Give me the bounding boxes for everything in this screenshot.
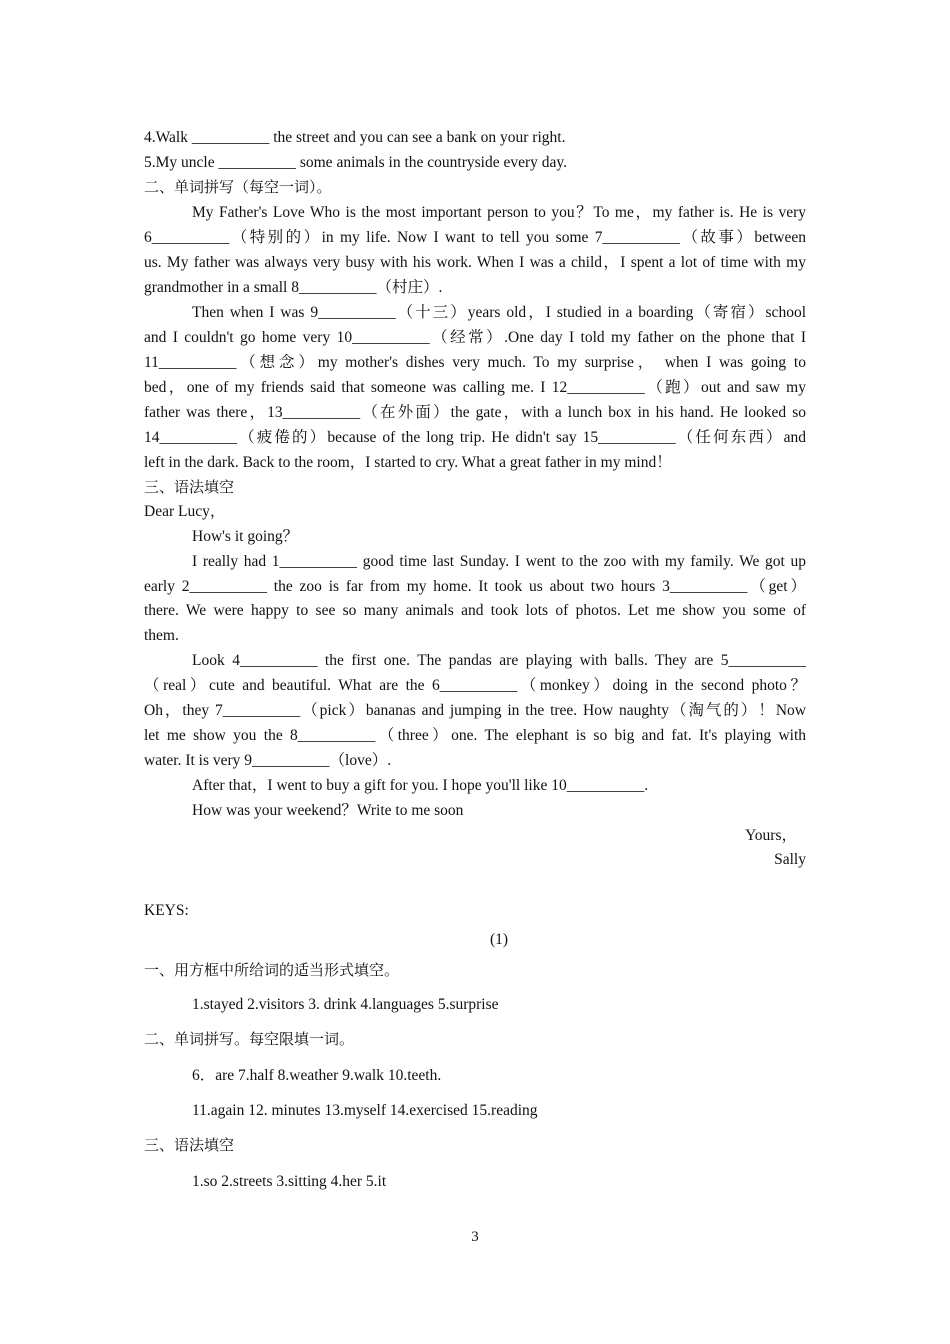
paragraph-line: us. My father was always very busy with his work. When I was a child，I spent a lot of time with my <box>144 254 806 271</box>
paragraph-line: Then when I was 9__________（十三）years old，I studied in a boarding（寄宿）school <box>192 304 806 321</box>
paragraph-line: water. It is very 9__________（love）. <box>144 752 392 769</box>
paragraph-line: 6__________（特别的）in my life. Now I want to tell you some 7__________（故事）between <box>144 229 806 246</box>
paragraph-line: grandmother in a small 8__________（村庄）. <box>144 279 443 296</box>
paragraph-line: How was your weekend？Write to me soon <box>192 802 464 819</box>
exercise-line-5: 5.My uncle __________ some animals in the countryside every day. <box>144 154 568 171</box>
letter-signature: Sally <box>774 851 806 868</box>
paragraph-line: and I couldn't go home very 10__________（经常）.One day I told my father on the phone that I <box>144 329 806 346</box>
keys-heading-2: 二、单词拼写。每空限填一词。 <box>144 1030 355 1048</box>
keys-number: (1) <box>489 931 509 948</box>
keys-answers-2a: 6．are 7.half 8.weather 9.walk 10.teeth. <box>192 1067 442 1084</box>
paragraph-line: them. <box>144 627 179 644</box>
letter-opening: How's it going？ <box>192 528 299 545</box>
paragraph-line: bed，one of my friends said that someone was calling me. I 12__________（跑）out and saw my <box>144 379 806 396</box>
paragraph-line: Oh，they 7__________（pick）bananas and jumping in the tree. How naughty（淘气的）！Now <box>144 702 806 719</box>
section-heading-grammar: 三、语法填空 <box>144 478 235 496</box>
keys-answers-2b: 11.again 12. minutes 13.myself 14.exercised 15.reading <box>192 1102 538 1119</box>
paragraph-line: let me show you the 8__________（three）one. The elephant is so big and fat. It's playing with <box>144 727 806 744</box>
keys-heading-1: 一、用方框中所给词的适当形式填空。 <box>144 961 400 979</box>
keys-answers-1: 1.stayed 2.visitors 3. drink 4.languages 5.surprise <box>192 996 499 1013</box>
page-number: 3 <box>471 1229 479 1245</box>
paragraph-line: early 2__________ the zoo is far from my home. It took us about two hours 3__________（get） <box>144 578 806 595</box>
keys-answers-3: 1.so 2.streets 3.sitting 4.her 5.it <box>192 1173 387 1190</box>
paragraph-line: father was there，13__________（在外面）the gate，with a lunch box in his hand. He looked so <box>144 404 806 421</box>
letter-greeting: Dear Lucy， <box>144 503 226 520</box>
paragraph-line: left in the dark. Back to the room，I started to cry. What a great father in my mind！ <box>144 454 672 471</box>
paragraph-line: there. We were happy to see so many animals and took lots of photos. Let me show you some of <box>144 602 806 619</box>
keys-title: KEYS: <box>144 902 189 919</box>
section-heading-spelling: 二、单词拼写（每空一词）。 <box>144 178 332 196</box>
paragraph-line: After that，I went to buy a gift for you. I hope you'll like 10__________. <box>192 777 649 794</box>
paragraph-line: I really had 1__________ good time last Sunday. I went to the zoo with my family. We got up <box>192 553 806 570</box>
paragraph-line: （real）cute and beautiful. What are the 6__________（monkey）doing in the second photo？ <box>144 677 806 694</box>
paragraph-line: My Father's Love Who is the most important person to you？To me，my father is. He is very <box>192 204 806 221</box>
keys-heading-3: 三、语法填空 <box>144 1136 235 1154</box>
letter-closing: Yours， <box>745 827 797 844</box>
paragraph-line: 11__________（想念）my mother's dishes very much. To my surprise， when I was going to <box>144 354 806 371</box>
paragraph-line: Look 4__________ the first one. The pandas are playing with balls. They are 5__________ <box>192 652 806 669</box>
paragraph-line: 14__________（疲倦的）because of the long trip. He didn't say 15__________（任何东西）and <box>144 429 806 446</box>
exercise-line-4: 4.Walk __________ the street and you can see a bank on your right. <box>144 129 566 146</box>
